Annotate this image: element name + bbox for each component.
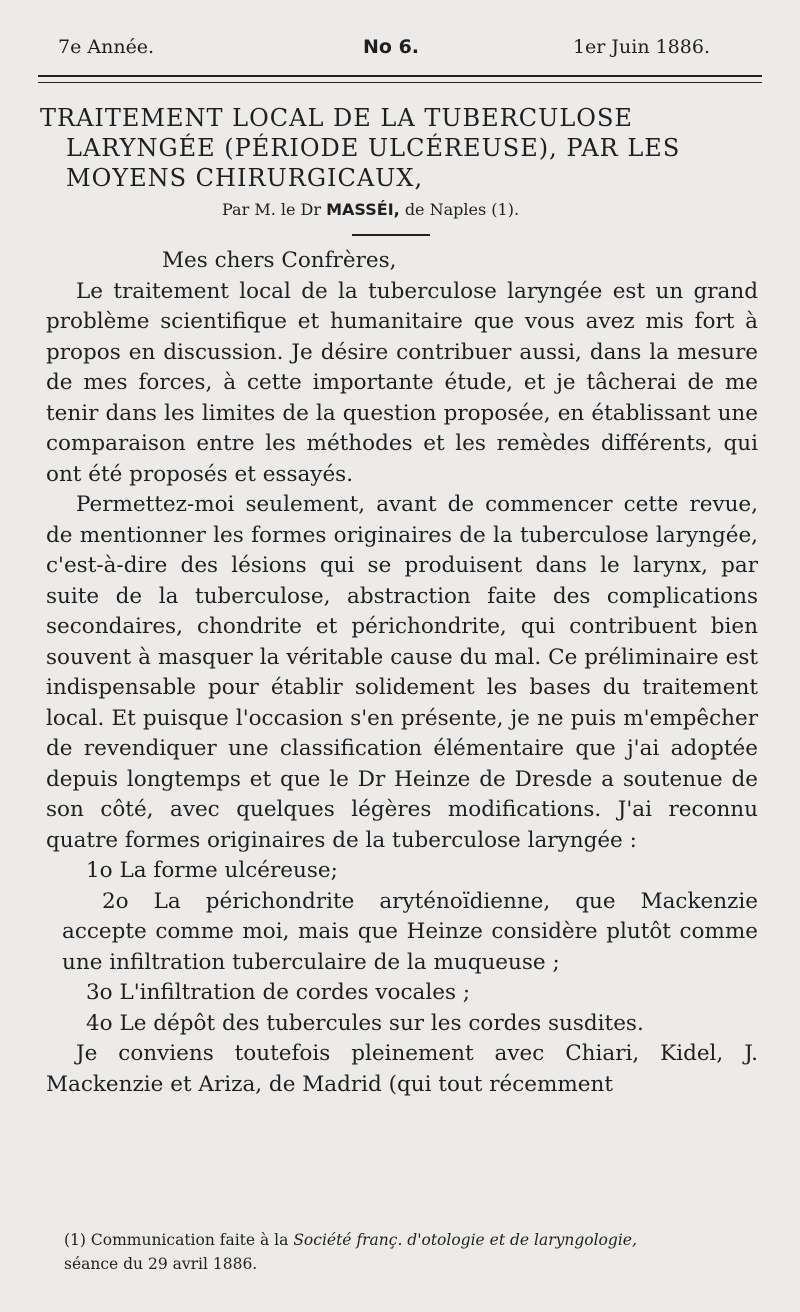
- byline-suffix: de Naples (1).: [404, 200, 520, 219]
- list-item-2: 2o La périchondrite aryténoïdienne, que Mackenzie accepte comme moi, mais que Heinze considère plutôt comme une infiltration tuberculaire de la muqueuse ;: [62, 888, 758, 975]
- issue-date: 1er Juin 1886.: [572, 36, 710, 58]
- list-item-4: 4o Le dépôt des tubercules sur les cordes susdites.: [86, 1010, 644, 1036]
- title-divider: [352, 234, 430, 236]
- paragraph-1: Le traitement local de la tuberculose laryngée est un grand problème scientifique et humanitaire que vous avez mis fort à propos en discussion. Je désire contribuer aussi, dans la mesure de mes forces, à cette importante étude, et je tâcherai de me tenir dans les limites de la question proposée, en établissant une comparaison entre les méthodes et les remèdes différents, qui ont été proposés et essayés.: [46, 278, 758, 487]
- footnote-prefix: (1) Communication faite à la: [64, 1231, 289, 1249]
- header-rule-thin: [38, 82, 762, 83]
- author-byline: [222, 200, 519, 219]
- header-rule: [38, 75, 762, 77]
- footnote-suffix: séance du 29 avril 1886.: [64, 1255, 258, 1273]
- issue-number: No 6.: [363, 36, 420, 58]
- volume-year: 7e Année.: [58, 36, 155, 58]
- paragraph-2: Permettez-moi seulement, avant de commencer cette revue, de mentionner les formes originaires de la tuberculose laryngée, c'est-à-dire des lésions qui se produisent dans le larynx, par suite de la tuberculose, abstraction faite des complications secondaires, chondrite et périchondrite, qui contribuent bien souvent à masquer la véritable cause du mal. Ce préliminaire est indispensable pour établir solidement les bases du traitement local. Et puisque l'occasion s'en présente, je ne puis m'empêcher de revendiquer une classification élémentaire que j'ai adoptée depuis longtemps et que le Dr Heinze de Dresde a soutenue de son côté, avec quelques légères modifications. J'ai reconnu quatre formes originaires de la tuberculose laryngée :: [46, 492, 758, 853]
- paragraph-3: Je conviens toutefois pleinement avec Chiari, Kidel, J. Mackenzie et Ariza, de Madrid (qui tout récemment: [46, 1041, 758, 1097]
- article-title: [40, 103, 740, 193]
- title-line-3: MOYENS CHIRURGICAUX,: [66, 164, 424, 192]
- footnote: [64, 1228, 778, 1276]
- footnote-journal: Société franç. d'otologie et de laryngologie,: [293, 1231, 637, 1249]
- title-line-2: LARYNGÉE (PÉRIODE ULCÉREUSE), PAR LES: [66, 134, 681, 162]
- author-name: MASSÉI,: [326, 200, 400, 219]
- byline-prefix: Par M. le Dr: [222, 200, 322, 219]
- list-item-3: 3o L'infiltration de cordes vocales ;: [86, 980, 471, 1005]
- list-item-1: 1o La forme ulcéreuse;: [86, 858, 338, 883]
- title-line-1: TRAITEMENT LOCAL DE LA TUBERCULOSE: [40, 104, 633, 132]
- salutation: Mes chers Confrères,: [162, 248, 397, 273]
- page-header: [58, 36, 710, 66]
- article-body: [46, 246, 758, 1100]
